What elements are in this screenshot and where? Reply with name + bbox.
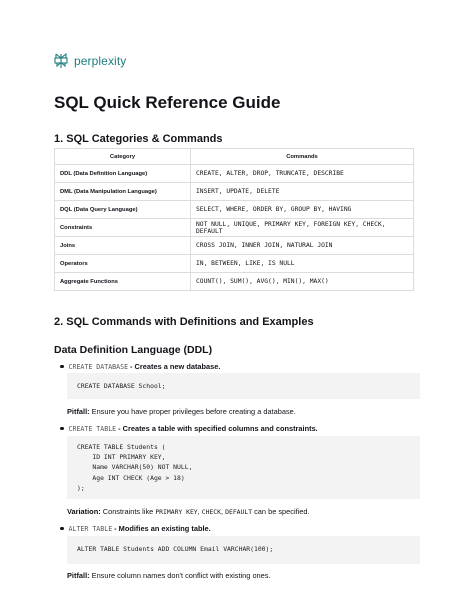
bullet-dot [60, 365, 64, 369]
category-cell: Aggregate Functions [55, 273, 191, 291]
code-example: ALTER TABLE Students ADD COLUMN Email VARCHAR(100); [67, 536, 420, 564]
category-cell: Joins [55, 237, 191, 255]
table-row [55, 219, 414, 237]
bullet-dot [60, 527, 64, 531]
perplexity-logo-icon [54, 53, 68, 69]
column-header-commands: Commands [191, 149, 414, 165]
commands-cell: IN, BETWEEN, LIKE, IS NULL [191, 255, 414, 273]
note-text: Ensure column names don't conflict with existing ones. [89, 571, 271, 580]
table-header-row [55, 149, 414, 165]
note-label: Pitfall: [67, 407, 90, 416]
commands-cell: NOT NULL, UNIQUE, PRIMARY KEY, FOREIGN KEY, CHECK, DEFAULT [191, 219, 414, 237]
table-row [55, 273, 414, 291]
category-cell: DDL (Data Definition Language) [55, 165, 191, 183]
command-name: CREATE TABLE [68, 424, 117, 433]
list-item-create-table [60, 424, 318, 433]
category-cell: Operators [55, 255, 191, 273]
column-header-category: Category [55, 149, 191, 165]
code-example: CREATE TABLE Students ( ID INT PRIMARY KEY, Name VARCHAR(50) NOT NULL, Age INT CHECK (Age > 18) ); [67, 436, 420, 499]
note-text: Constraints like [100, 507, 156, 516]
list-item-create-database [60, 362, 220, 371]
commands-cell: INSERT, UPDATE, DELETE [191, 183, 414, 201]
commands-cell: COUNT(), SUM(), AVG(), MIN(), MAX() [191, 273, 414, 291]
inline-code: CHECK [201, 508, 222, 516]
commands-cell: CREATE, ALTER, DROP, TRUNCATE, DESCRIBE [191, 165, 414, 183]
page-title: SQL Quick Reference Guide [54, 93, 281, 112]
category-cell: Constraints [55, 219, 191, 237]
bullet-dot [60, 427, 64, 431]
category-cell: DQL (Data Query Language) [55, 201, 191, 219]
table-row [55, 237, 414, 255]
command-name: ALTER TABLE [68, 524, 113, 533]
pitfall-note [67, 407, 296, 416]
note-label: Pitfall: [67, 571, 90, 580]
section-2-heading: 2. SQL Commands with Definitions and Examples [54, 316, 314, 328]
command-name: CREATE DATABASE [68, 362, 129, 371]
table-row [55, 165, 414, 183]
command-description: - Creates a table with specified columns and constraints. [118, 424, 318, 433]
table-row [55, 201, 414, 219]
separator: , [197, 507, 202, 516]
brand-logo [54, 53, 126, 69]
note-text-end: can be specified. [252, 507, 310, 516]
command-description: - Modifies an existing table. [114, 524, 211, 533]
category-cell: DML (Data Manipulation Language) [55, 183, 191, 201]
command-description: - Creates a new database. [130, 362, 221, 371]
note-label: Variation: [67, 507, 101, 516]
table-row [55, 183, 414, 201]
code-example: CREATE DATABASE School; [67, 373, 420, 399]
inline-code: PRIMARY KEY [155, 508, 198, 516]
note-text: Ensure you have proper privileges before creating a database. [89, 407, 296, 416]
inline-code: DEFAULT [225, 508, 253, 516]
commands-cell: SELECT, WHERE, ORDER BY, GROUP BY, HAVING [191, 201, 414, 219]
brand-name: perplexity [74, 54, 127, 68]
pitfall-note [67, 571, 271, 580]
variation-note [67, 507, 310, 516]
section-1-heading: 1. SQL Categories & Commands [54, 133, 223, 145]
list-item-alter-table [60, 524, 211, 533]
commands-cell: CROSS JOIN, INNER JOIN, NATURAL JOIN [191, 237, 414, 255]
categories-table [54, 148, 414, 291]
table-row [55, 255, 414, 273]
ddl-subheading: Data Definition Language (DDL) [54, 344, 213, 356]
separator: , [221, 507, 226, 516]
